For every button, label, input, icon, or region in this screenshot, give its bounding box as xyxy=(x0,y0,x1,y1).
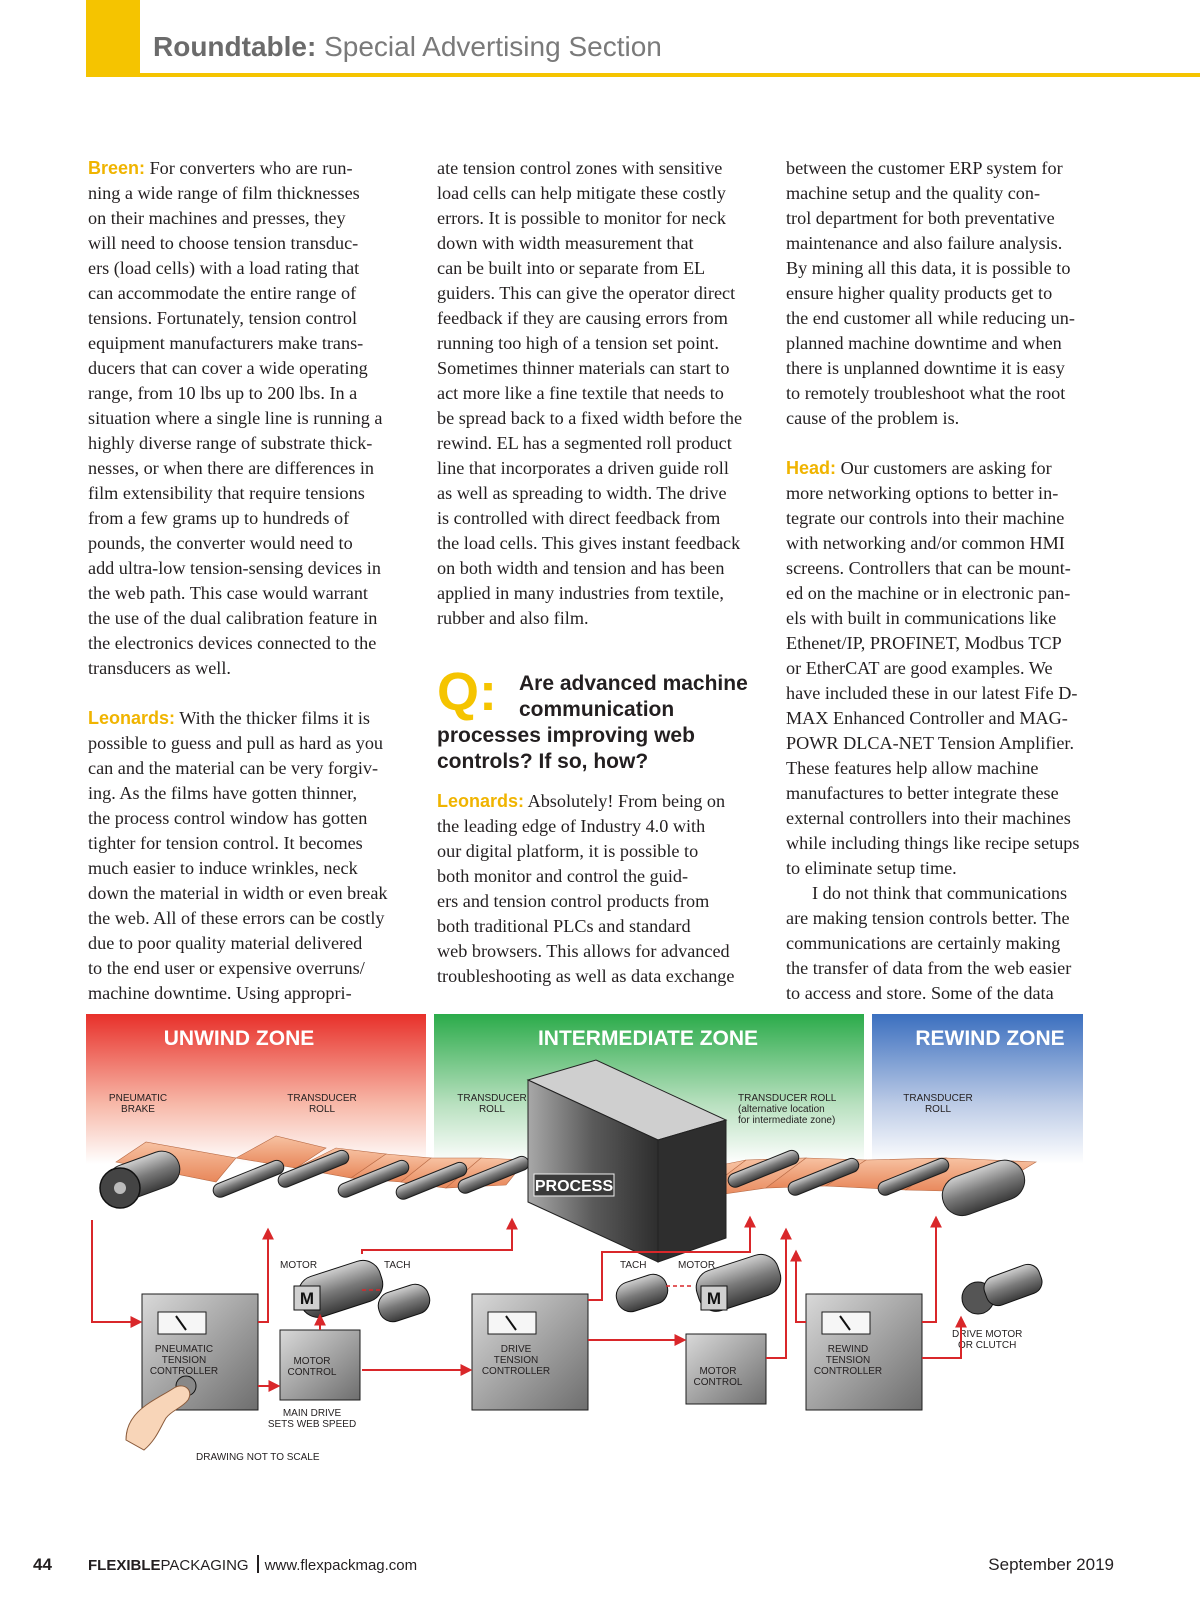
line: els with built in communications like xyxy=(786,608,1057,628)
line: screens. Controllers that can be mount- xyxy=(786,558,1071,578)
issue-date: September 2019 xyxy=(988,1555,1114,1574)
line: both traditional PLCs and standard xyxy=(437,916,691,936)
paragraph-leonards xyxy=(88,706,418,1006)
label-drive-motor: DRIVE MOTOR xyxy=(952,1329,1023,1340)
line: to eliminate setup time. xyxy=(786,858,957,878)
line: trol department for both preventative xyxy=(786,208,1055,228)
label-transducer-roll: ROLL xyxy=(924,1104,952,1115)
paragraph-head-continued xyxy=(786,881,1116,1006)
page-number: 44 xyxy=(33,1555,52,1574)
label-rewind-controller: REWIND xyxy=(827,1344,869,1355)
speaker-name: Leonards: xyxy=(437,791,525,811)
paragraph-continued xyxy=(786,156,1116,431)
line: to the end user or expensive overruns/ xyxy=(88,958,365,978)
line: ers and tension control products from xyxy=(437,891,710,911)
line: highly diverse range of substrate thick- xyxy=(88,433,373,453)
label-motor-control: CONTROL xyxy=(693,1377,743,1388)
line: to access and store. Some of the data xyxy=(786,983,1054,1003)
tension-control-diagram xyxy=(86,1027,1116,1510)
label-pneumatic-brake: PNEUMATIC xyxy=(108,1093,168,1104)
line: the process control window has gotten xyxy=(88,808,368,828)
signal-line xyxy=(362,1220,512,1254)
line: tensions. Fortunately, tension control xyxy=(88,308,358,328)
label-pneumatic-brake: BRAKE xyxy=(121,1104,155,1115)
label-pneumatic-controller: TENSION xyxy=(161,1355,207,1366)
line: tighter for tension control. It becomes xyxy=(88,833,363,853)
line: troubleshooting as well as data exchange xyxy=(437,966,735,986)
label-drive-motor: OR CLUTCH xyxy=(958,1340,1017,1351)
label-transducer-roll: ROLL xyxy=(308,1104,336,1115)
line: transducers as well. xyxy=(88,658,231,678)
drive-motor-or-clutch-body xyxy=(981,1261,1046,1309)
line: can be built into or separate from EL xyxy=(437,258,706,278)
section-title-bold: Roundtable: xyxy=(153,31,317,62)
speaker-name: Leonards: xyxy=(88,708,176,728)
line: errors. It is possible to monitor for neck xyxy=(437,208,726,228)
paragraph-leonards-answer xyxy=(437,789,767,989)
line: ensure higher quality products get to xyxy=(786,283,1053,303)
line: on their machines and presses, they xyxy=(88,208,346,228)
label-transducer-alt: TRANSDUCER ROLL xyxy=(738,1093,837,1104)
article-column-3 xyxy=(786,156,1116,1006)
line: machine setup and the quality con- xyxy=(786,183,1041,203)
line: act more like a fine textile that needs to xyxy=(437,383,724,403)
line: with networking and/or common HMI xyxy=(786,533,1065,553)
line: communications are certainly making xyxy=(786,933,1061,953)
label-drive-controller: CONTROLLER xyxy=(481,1366,551,1377)
line: ed on the machine or in electronic pan- xyxy=(786,583,1071,603)
magazine-footer xyxy=(88,1555,417,1574)
line: rewind. EL has a segmented roll product xyxy=(437,433,732,453)
line: can accommodate the entire range of xyxy=(88,283,357,303)
line: Ethenet/IP, PROFINET, Modbus TCP xyxy=(786,633,1062,653)
label-drive-controller: TENSION xyxy=(493,1355,539,1366)
intermediate-zone-label: INTERMEDIATE ZONE xyxy=(537,1027,759,1050)
line: web browsers. This allows for advanced xyxy=(437,941,730,961)
label-rewind-controller: CONTROLLER xyxy=(813,1366,883,1377)
line: the end customer all while reducing un- xyxy=(786,308,1075,328)
line: equipment manufacturers make trans- xyxy=(88,333,364,353)
paragraph-breen xyxy=(88,156,418,681)
label-transducer-roll: TRANSDUCER xyxy=(457,1093,527,1104)
line: Our customers are asking for xyxy=(840,458,1052,478)
tach xyxy=(375,1281,434,1326)
section-title-rest: Special Advertising Section xyxy=(324,31,662,62)
line: film extensibility that require tensions xyxy=(88,483,365,503)
unwind-zone-label: UNWIND ZONE xyxy=(163,1027,315,1050)
line: range, from 10 lbs up to 200 lbs. In a xyxy=(88,383,358,403)
line: our digital platform, it is possible to xyxy=(437,841,699,861)
magazine-name-rest: PACKAGING xyxy=(160,1557,249,1574)
label-transducer-alt: for intermediate zone) xyxy=(738,1115,836,1126)
line: the web. All of these errors can be costly xyxy=(88,908,385,928)
line: is controlled with direct feedback from xyxy=(437,508,721,528)
line: ducers that can cover a wide operating xyxy=(88,358,368,378)
line: maintenance and also failure analysis. xyxy=(786,233,1063,253)
label-tach: TACH xyxy=(384,1260,411,1271)
line: the web path. This case would warrant xyxy=(88,583,368,603)
line: I do not think that communications xyxy=(812,883,1068,903)
label-transducer-alt: (alternative location xyxy=(738,1104,825,1115)
paragraph-continued xyxy=(437,156,767,631)
article-column-2 xyxy=(437,156,767,989)
line: from a few grams up to hundreds of xyxy=(88,508,350,528)
question-line: processes improving web xyxy=(437,724,695,747)
line: MAX Enhanced Controller and MAG- xyxy=(786,708,1068,728)
line: the use of the dual calibration feature in xyxy=(88,608,378,628)
section-title xyxy=(153,31,662,63)
question-mark-label: Q: xyxy=(437,662,497,722)
process-label: PROCESS xyxy=(534,1178,614,1195)
label-pneumatic-controller: CONTROLLER xyxy=(149,1366,219,1377)
label-transducer-roll: ROLL xyxy=(478,1104,506,1115)
line: line that incorporates a driven guide roll xyxy=(437,458,729,478)
line: the electronics devices connected to the xyxy=(88,633,377,653)
line: add ultra-low tension-sensing devices in xyxy=(88,558,381,578)
rewind-zone-label: REWIND ZONE xyxy=(915,1027,1065,1050)
line: to remotely troubleshoot what the root xyxy=(786,383,1066,403)
line: ing. As the films have gotten thinner, xyxy=(88,783,358,803)
question-line: controls? If so, how? xyxy=(437,750,649,773)
tach xyxy=(613,1271,672,1316)
line: By mining all this data, it is possible to xyxy=(786,258,1071,278)
label-transducer-roll: TRANSDUCER xyxy=(287,1093,357,1104)
line: be spread back to a fixed width before the xyxy=(437,408,743,428)
line: For converters who are run- xyxy=(149,158,353,178)
line: have included these in our latest Fife D- xyxy=(786,683,1078,703)
label-motor: MOTOR xyxy=(280,1260,318,1271)
line: between the customer ERP system for xyxy=(786,158,1063,178)
line: the transfer of data from the web easier xyxy=(786,958,1072,978)
line: guiders. This can give the operator direct xyxy=(437,283,736,303)
question-line: Are advanced machine xyxy=(519,672,748,695)
line: can and the material can be very forgiv- xyxy=(88,758,379,778)
line: With the thicker films it is xyxy=(179,708,370,728)
line: both monitor and control the guid- xyxy=(437,866,689,886)
line: ate tension control zones with sensitive xyxy=(437,158,723,178)
signal-line xyxy=(922,1218,936,1322)
line: the load cells. This gives instant feedback xyxy=(437,533,741,553)
line: nesses, or when there are differences in xyxy=(88,458,374,478)
label-pneumatic-controller: PNEUMATIC xyxy=(154,1344,214,1355)
magazine-url: www.flexpackmag.com xyxy=(264,1557,418,1574)
label-motor-control: MOTOR xyxy=(293,1356,331,1367)
label-motor: MOTOR xyxy=(678,1260,716,1271)
line: much easier to induce wrinkles, neck xyxy=(88,858,358,878)
line: Absolutely! From being on xyxy=(527,791,726,811)
motor-badge-label: M xyxy=(299,1289,315,1308)
line: ning a wide range of film thicknesses xyxy=(88,183,360,203)
magazine-name-bold: FLEXIBLE xyxy=(88,1557,161,1574)
line: while including things like recipe setups xyxy=(786,833,1080,853)
brake-hub xyxy=(114,1182,126,1194)
line: on both width and tension and has been xyxy=(437,558,725,578)
line: load cells can help mitigate these costly xyxy=(437,183,726,203)
line: rubber and also film. xyxy=(437,608,589,628)
motor-badge-label: M xyxy=(706,1289,722,1308)
line: there is unplanned downtime it is easy xyxy=(786,358,1065,378)
header-accent-tab xyxy=(86,0,140,76)
line: planned machine downtime and when xyxy=(786,333,1062,353)
label-drive-controller: DRIVE xyxy=(500,1344,532,1355)
line: possible to guess and pull as hard as you xyxy=(88,733,384,753)
line: as well as spreading to width. The drive xyxy=(437,483,727,503)
label-main-drive: SETS WEB SPEED xyxy=(267,1419,357,1430)
line: external controllers into their machines xyxy=(786,808,1071,828)
signal-line xyxy=(796,1252,806,1322)
line: cause of the problem is. xyxy=(786,408,960,428)
line: the leading edge of Industry 4.0 with xyxy=(437,816,706,836)
signal-line xyxy=(92,1220,140,1322)
speaker-name: Breen: xyxy=(88,158,146,178)
line: POWR DLCA-NET Tension Amplifier. xyxy=(786,733,1075,753)
line: tegrate our controls into their machine xyxy=(786,508,1065,528)
process-box-side xyxy=(658,1120,726,1262)
line: or EtherCAT are good examples. We xyxy=(786,658,1053,678)
label-motor-control: MOTOR xyxy=(699,1366,737,1377)
line: These features help allow machine xyxy=(786,758,1039,778)
line: situation where a single line is running a xyxy=(88,408,383,428)
line: feedback if they are causing errors from xyxy=(437,308,728,328)
signal-line xyxy=(258,1230,268,1322)
line: applied in many industries from textile, xyxy=(437,583,724,603)
question-line: communication xyxy=(519,698,675,721)
not-to-scale-note: DRAWING NOT TO SCALE xyxy=(196,1452,320,1463)
line: pounds, the converter would need to xyxy=(88,533,353,553)
question-heading xyxy=(437,662,767,789)
label-rewind-controller: TENSION xyxy=(825,1355,871,1366)
line: will need to choose tension transduc- xyxy=(88,233,359,253)
line: down with width measurement that xyxy=(437,233,694,253)
line: more networking options to better in- xyxy=(786,483,1059,503)
paragraph-head xyxy=(786,456,1116,881)
line: Sometimes thinner materials can start to xyxy=(437,358,730,378)
article-column-1 xyxy=(88,156,418,1006)
label-tach: TACH xyxy=(620,1260,647,1271)
line: machine downtime. Using appropri- xyxy=(88,983,352,1003)
line: manufactures to better integrate these xyxy=(786,783,1059,803)
label-motor-control: CONTROL xyxy=(287,1367,337,1378)
label-main-drive: MAIN DRIVE xyxy=(282,1408,342,1419)
line: are making tension controls better. The xyxy=(786,908,1070,928)
label-transducer-roll: TRANSDUCER xyxy=(903,1093,973,1104)
speaker-name: Head: xyxy=(786,458,837,478)
line: running too high of a tension set point. xyxy=(437,333,719,353)
header-rule xyxy=(86,73,1200,77)
line: ers (load cells) with a load rating that xyxy=(88,258,360,278)
line: due to poor quality material delivered xyxy=(88,933,363,953)
line: down the material in width or even break xyxy=(88,883,388,903)
